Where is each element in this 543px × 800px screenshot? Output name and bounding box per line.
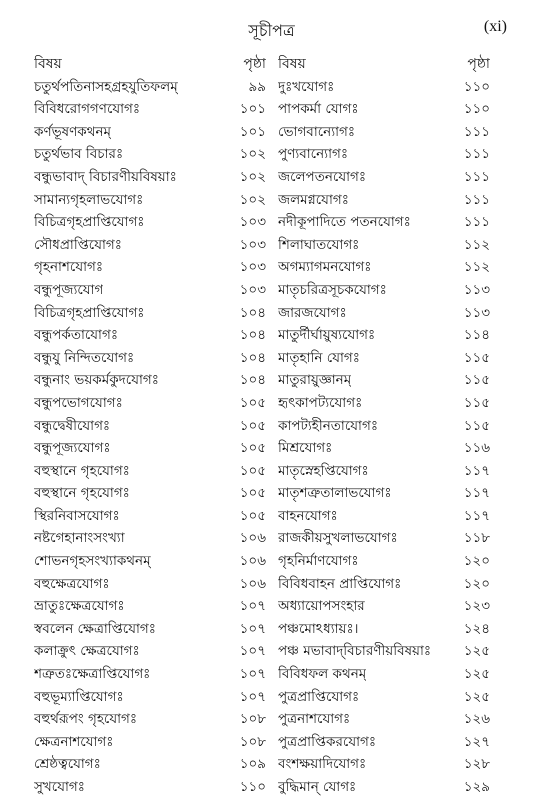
- toc-entry-subject: মাতৃশত্রুতালাভযোগঃ: [278, 485, 392, 502]
- toc-entry-subject: ক্ষেত্রনাশযোগঃ: [34, 733, 114, 750]
- toc-entry-page: ১২০: [463, 575, 490, 592]
- toc-entry: [34, 143, 266, 166]
- toc-entry-subject: বহুর্থরূপং গৃহযোগঃ: [34, 711, 138, 728]
- toc-entry-page: ১০৪: [239, 327, 266, 344]
- toc-entry-subject: বিবিধফল কথনম্: [278, 666, 367, 683]
- toc-entry-subject: পুত্রপ্রাপ্তিযোগঃ: [278, 688, 360, 705]
- toc-entry-page: ১০৪: [239, 304, 266, 321]
- column-header-page: পৃষ্ঠা: [243, 56, 266, 72]
- toc-entry: [34, 505, 266, 528]
- toc-entry-subject: মাতৃস্নেহপ্তিযোগঃ: [278, 462, 369, 479]
- column-header-subject: বিষয়: [34, 56, 62, 72]
- toc-entry: [278, 166, 490, 189]
- toc-entry: [278, 256, 490, 279]
- toc-entry: [278, 527, 490, 550]
- toc-entry-subject: গৃহনাশযোগঃ: [34, 259, 104, 276]
- toc-entry-page: ১১৭: [463, 485, 490, 502]
- toc-entry-subject: পুণ্যবান্যোগঃ: [278, 146, 349, 163]
- toc-entry-subject: সুখযোগঃ: [34, 779, 85, 795]
- toc-entry-page: ১১৭: [463, 462, 490, 479]
- toc-entry-subject: চতুর্থপতিনাসহগ্রহযুতিফলম্: [34, 78, 178, 95]
- toc-entry-subject: সামান্যগৃহলাভযোগঃ: [34, 191, 144, 208]
- toc-entry-subject: চতুর্থভাব বিচারঃ: [34, 146, 124, 163]
- toc-entry-page: ১১০: [463, 78, 490, 95]
- toc-entry-subject: বন্ধুপূজ্যযোগ: [34, 281, 104, 298]
- toc-entry-page: ১১৪: [463, 327, 490, 344]
- toc-entry: [34, 573, 266, 596]
- toc-entry-page: ১০৬: [239, 553, 266, 570]
- toc-entry-page: ১০৪: [239, 349, 266, 366]
- toc-entry: [34, 415, 266, 438]
- toc-entry-subject: শিলাঘাতযোগঃ: [278, 236, 360, 253]
- toc-entry-page: ১০৩: [239, 259, 266, 276]
- toc-entry-subject: কাপট্যহীনতাযোগঃ: [278, 417, 379, 434]
- column-header-row: [34, 53, 266, 76]
- toc-entry-subject: পুত্রপ্রাপ্তিকরযোগঃ: [278, 733, 377, 750]
- toc-entry: [34, 324, 266, 347]
- toc-entry: [278, 76, 490, 99]
- toc-entry-page: ১০৫: [239, 485, 266, 502]
- toc-entry: [34, 98, 266, 121]
- toc-entry-page: ১২০: [463, 553, 490, 570]
- toc-entry-page: ১২৪: [463, 620, 490, 637]
- column-header-subject: বিষয়: [278, 56, 306, 72]
- toc-entry-subject: বন্ধুভাবাদ্ বিচারণীয়বিষয়াঃ: [34, 168, 177, 185]
- toc-entry: [34, 256, 266, 279]
- toc-entry-subject: মাতুরায়ুজ্ঞানম্: [278, 372, 352, 389]
- toc-entry: [34, 550, 266, 573]
- toc-entry: [278, 573, 490, 596]
- toc-entry: [34, 437, 266, 460]
- toc-entry-subject: মাতৃচরিত্রসূচকযোগঃ: [278, 281, 387, 298]
- toc-entry-subject: জলমগ্নযোগঃ: [278, 191, 349, 208]
- toc-entry-subject: জারজযোগঃ: [278, 304, 347, 321]
- toc-entry: [34, 731, 266, 754]
- toc-entry-page: ১২৬: [463, 711, 490, 728]
- toc-entry-subject: বিচিত্রগৃহপ্রাপ্তিযোগঃ: [34, 214, 145, 231]
- toc-entry-page: ১১২: [463, 259, 490, 276]
- toc-entry-subject: বন্ধুযু নিন্দিতযোগঃ: [34, 349, 135, 366]
- toc-entry: [278, 550, 490, 573]
- toc-entry: [34, 121, 266, 144]
- toc-entry: [34, 708, 266, 731]
- toc-entry: [34, 347, 266, 370]
- toc-entry-page: ১০৭: [239, 598, 266, 615]
- toc-entry-subject: পাপকর্মা যোগঃ: [278, 101, 359, 118]
- toc-entry-subject: বন্ধুপূজ্যযোগঃ: [34, 440, 111, 457]
- toc-column-left: [34, 53, 266, 799]
- toc-entry: [278, 731, 490, 754]
- toc-entry: [278, 189, 490, 212]
- toc-entry-page: ১০৪: [239, 372, 266, 389]
- toc-entry-page: ১০৫: [239, 394, 266, 411]
- toc-entry: [34, 76, 266, 99]
- toc-entry: [278, 505, 490, 528]
- toc-entry-subject: বন্ধুদ্বেষীযোগঃ: [34, 417, 111, 434]
- toc-entry-subject: বংশক্ষয়াদিযোগঃ: [278, 756, 367, 773]
- toc-entry-subject: বন্ধুনাং ভয়কর্মকুদযোগঃ: [34, 372, 159, 389]
- toc-entry: [278, 663, 490, 686]
- toc-entry: [34, 618, 266, 641]
- toc-entry: [278, 437, 490, 460]
- toc-entry: [278, 347, 490, 370]
- toc-entry-page: ১১০: [239, 779, 266, 795]
- toc-entry: [34, 392, 266, 415]
- toc-entry: [278, 618, 490, 641]
- toc-entry-subject: বিবিধবাহন প্রাপ্তিযোগঃ: [278, 575, 402, 592]
- toc-entry-subject: ভ্রাতুঃক্ষেত্রযোগঃ: [34, 598, 125, 615]
- toc-entry: [34, 460, 266, 483]
- toc-entry-page: ১০৯: [239, 756, 266, 773]
- toc-entry: [278, 708, 490, 731]
- toc-entry-page: ১২৫: [463, 666, 490, 683]
- toc-entry: [34, 753, 266, 776]
- toc-entry-subject: নষ্টগেহানাংসংখ্যা: [34, 530, 125, 547]
- toc-entry: [278, 98, 490, 121]
- toc-entry-subject: রাজকীয়সুখলাভযোগঃ: [278, 530, 398, 547]
- toc-entries-right: [278, 76, 490, 799]
- toc-entry-page: ১০৫: [239, 417, 266, 434]
- page-number: (xi): [483, 18, 507, 35]
- toc-entry-subject: শোভনগৃহসংখ্যাকথনম্: [34, 553, 151, 570]
- toc-entry-subject: স্ববলেন ক্ষেত্রাপ্তিযোগঃ: [34, 620, 156, 637]
- toc-entry-subject: শ্রেষ্ঠত্বযোগঃ: [34, 756, 101, 773]
- toc-entry: [34, 234, 266, 257]
- toc-entry-page: ১০৫: [239, 440, 266, 457]
- toc-entry-page: ১১৬: [463, 440, 490, 457]
- toc-entry-subject: পুত্রনাশযোগঃ: [278, 711, 351, 728]
- toc-entry-page: ১১৫: [463, 417, 490, 434]
- toc-entry-page: ১০৭: [239, 688, 266, 705]
- toc-entry: [34, 302, 266, 325]
- toc-entry-page: ১০২: [239, 168, 266, 185]
- toc-entry-page: ১১১: [463, 123, 490, 140]
- toc-entry: [278, 211, 490, 234]
- toc-entry-subject: কর্ণভূষণকথনম্: [34, 123, 112, 140]
- toc-entry-subject: শত্রুতঃক্ষেত্রাপ্তিযোগঃ: [34, 666, 151, 683]
- toc-entry: [34, 482, 266, 505]
- toc-entry-subject: অগম্যাগমনযোগঃ: [278, 259, 372, 276]
- toc-entry-page: ১০১: [239, 101, 266, 118]
- toc-entry-subject: বহুক্ষেত্রযোগঃ: [34, 575, 110, 592]
- toc-entry-subject: মাতৃহানি যোগঃ: [278, 349, 360, 366]
- toc-entry-subject: বহুস্থানে গৃহযোগঃ: [34, 462, 130, 479]
- column-header-row: [278, 53, 490, 76]
- toc-entry: [278, 392, 490, 415]
- toc-entry: [34, 166, 266, 189]
- toc-entry-page: ১০৭: [239, 620, 266, 637]
- toc-entry-subject: পঞ্চ মভাবাদ্‌বিচারণীয়বিষয়াঃ: [278, 643, 432, 660]
- toc-entry-page: ৯৯: [248, 78, 266, 95]
- toc-entry: [34, 189, 266, 212]
- toc-entries-left: [34, 76, 266, 799]
- toc-entry-page: ১২৮: [463, 756, 490, 773]
- page-title: সূচীপত্র: [248, 21, 295, 40]
- toc-entry: [278, 369, 490, 392]
- toc-entry-page: ১০৬: [239, 575, 266, 592]
- toc-entry: [34, 640, 266, 663]
- toc-entry-page: ১১৫: [463, 349, 490, 366]
- toc-entry-page: ১১৩: [463, 304, 490, 321]
- toc-entry: [278, 640, 490, 663]
- toc-entry-page: ১২৫: [463, 688, 490, 705]
- toc-entry-subject: দুঃখযোগঃ: [278, 78, 335, 95]
- toc-entry-subject: বাহনযোগঃ: [278, 507, 338, 524]
- toc-entry: [34, 595, 266, 618]
- toc-entry-page: ১১৫: [463, 394, 490, 411]
- toc-entry: [34, 211, 266, 234]
- toc-entry-subject: সৌধপ্রাপ্তিযোগঃ: [34, 236, 122, 253]
- toc-entry-page: ১০৩: [239, 236, 266, 253]
- toc-entry-subject: কলাক্রুৎ ক্ষেত্রযোগঃ: [34, 643, 140, 660]
- toc-entry-page: ১০৭: [239, 666, 266, 683]
- toc-entry-subject: জলেপতনযোগঃ: [278, 168, 367, 185]
- toc-entry-page: ১১৫: [463, 372, 490, 389]
- toc-entry-subject: বিচিত্রগৃহপ্রাপ্তিযোগঃ: [34, 304, 145, 321]
- toc-entry: [34, 776, 266, 799]
- toc-entry-subject: হৃৎকাপট্যযোগঃ: [278, 394, 363, 411]
- toc-entry-page: ১০৮: [239, 733, 266, 750]
- toc-entry-page: ১০৫: [239, 462, 266, 479]
- toc-entry-subject: স্থিরনিবাসযোগঃ: [34, 507, 120, 524]
- toc-entry-page: ১০৫: [239, 507, 266, 524]
- toc-entry-page: ১১১: [463, 214, 490, 231]
- toc-entry-page: ১২৭: [463, 733, 490, 750]
- toc-entry-page: ১১১: [463, 168, 490, 185]
- toc-entry-page: ১০৩: [239, 214, 266, 231]
- toc-entry: [278, 234, 490, 257]
- toc-entry-subject: মিশ্রযোগঃ: [278, 440, 333, 457]
- toc-entry: [278, 121, 490, 144]
- toc-entry-page: ১০৬: [239, 530, 266, 547]
- toc-entry-subject: পঞ্চমোঽধ্যায়ঃ।: [278, 620, 359, 637]
- toc-entry-page: ১২৩: [463, 598, 490, 615]
- toc-entry-page: ১১৩: [463, 281, 490, 298]
- toc-entry: [278, 143, 490, 166]
- toc-entry-subject: মাতুর্দীর্ঘায়ুষ্যযোগঃ: [278, 327, 376, 344]
- toc-entry: [278, 279, 490, 302]
- toc-entry-page: ১০১: [239, 123, 266, 140]
- toc-entry-page: ১১৭: [463, 507, 490, 524]
- toc-entry: [278, 302, 490, 325]
- toc-entry: [34, 527, 266, 550]
- toc-entry: [278, 324, 490, 347]
- toc-entry: [278, 482, 490, 505]
- toc-entry-subject: বহুস্থানে গৃহযোগঃ: [34, 485, 130, 502]
- toc-entry: [34, 686, 266, 709]
- toc-entry: [278, 460, 490, 483]
- toc-entry: [278, 686, 490, 709]
- toc-entry-page: ১০৩: [239, 281, 266, 298]
- toc-entry-page: ১০২: [239, 191, 266, 208]
- toc-entry-subject: অধ্যায়োপসংহার: [278, 598, 365, 615]
- toc-entry-page: ১২৯: [463, 779, 490, 795]
- toc-entry-subject: বিবিধরোগগণযোগঃ: [34, 101, 141, 118]
- toc-entry-subject: নদীকূপাদিতে পতনযোগঃ: [278, 214, 411, 231]
- toc-entry-page: ১০২: [239, 146, 266, 163]
- toc-entry-page: ১১১: [463, 146, 490, 163]
- toc-entry-subject: বন্ধুপভোগযোগঃ: [34, 394, 123, 411]
- toc-entry-subject: ভোগবান্যোগঃ: [278, 123, 356, 140]
- toc-entry-page: ১১০: [463, 101, 490, 118]
- toc-entry: [34, 369, 266, 392]
- toc-entry-page: ১২৫: [463, 643, 490, 660]
- column-header-page: পৃষ্ঠা: [467, 56, 490, 72]
- toc-entry: [278, 776, 490, 799]
- toc-entry-subject: বুদ্ধিমান্ যোগঃ: [278, 779, 357, 795]
- toc-entry: [34, 279, 266, 302]
- toc-entry-subject: গৃহনির্মাণযোগঃ: [278, 553, 359, 570]
- toc-entry: [278, 415, 490, 438]
- toc-entry-page: ১১২: [463, 236, 490, 253]
- toc-entry: [278, 753, 490, 776]
- toc-column-right: [278, 53, 490, 799]
- toc-entry: [34, 663, 266, 686]
- toc-entry-subject: বন্ধুপর্কতাযোগঃ: [34, 327, 119, 344]
- page-header: [0, 16, 543, 42]
- toc-entry-page: ১০৮: [239, 711, 266, 728]
- toc-entry: [278, 595, 490, 618]
- toc-entry-page: ১১১: [463, 191, 490, 208]
- toc-entry-subject: বহুভূম্যাপ্তিযোগঃ: [34, 688, 124, 705]
- toc-entry-page: ১১৮: [463, 530, 490, 547]
- toc-entry-page: ১০৭: [239, 643, 266, 660]
